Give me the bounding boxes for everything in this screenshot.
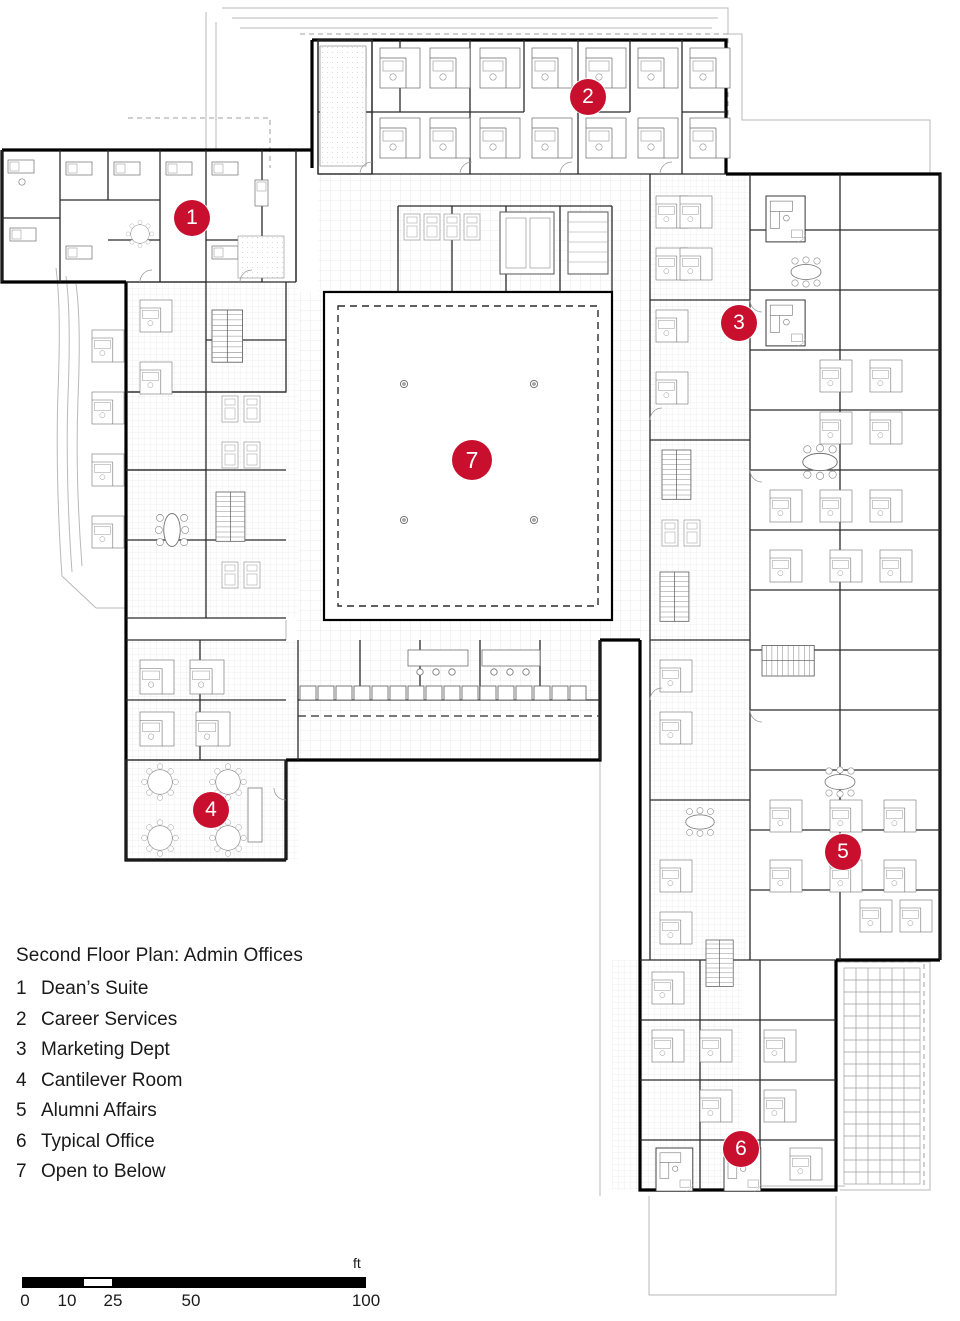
scale-seg-50-100 bbox=[190, 1277, 366, 1288]
legend-number: 7 bbox=[16, 1161, 27, 1182]
marker-4-cantilever-room[interactable] bbox=[193, 792, 229, 828]
scale-bar bbox=[18, 1255, 398, 1315]
marker-4-label: 4 bbox=[205, 798, 217, 821]
legend-number: 3 bbox=[16, 1039, 27, 1060]
legend-label: Alumni Affairs bbox=[41, 1100, 157, 1121]
legend-number: 6 bbox=[16, 1130, 27, 1152]
legend-item-1 bbox=[16, 974, 396, 1005]
marker-2-label: 2 bbox=[582, 85, 594, 108]
marker-1-label: 1 bbox=[186, 206, 198, 229]
marker-3-label: 3 bbox=[733, 311, 745, 334]
marker-2-career-services[interactable] bbox=[570, 79, 606, 115]
page-title: Second Floor Plan: Admin Offices bbox=[16, 945, 303, 966]
scale-tick-10: 10 bbox=[57, 1291, 77, 1310]
marker-6-label: 6 bbox=[735, 1137, 747, 1160]
scale-bar-graphic bbox=[22, 1277, 370, 1288]
legend-label: Cantilever Room bbox=[41, 1069, 183, 1091]
scale-tick-50: 50 bbox=[181, 1291, 201, 1310]
legend-item-6 bbox=[16, 1127, 396, 1158]
legend-label: Marketing Dept bbox=[41, 1039, 170, 1060]
marker-5-alumni-affairs[interactable] bbox=[825, 834, 861, 870]
furniture-deans-suite bbox=[8, 160, 284, 278]
scale-seg-0-10 bbox=[22, 1277, 84, 1288]
legend-label: Typical Office bbox=[41, 1130, 155, 1152]
legend-label: Open to Below bbox=[41, 1161, 166, 1182]
legend-item-7 bbox=[16, 1157, 396, 1188]
scale-tick-25: 25 bbox=[103, 1291, 123, 1310]
scale-ticks bbox=[18, 1291, 381, 1313]
marker-7-open-to-below[interactable] bbox=[452, 440, 492, 480]
legend-label: Dean’s Suite bbox=[41, 978, 149, 999]
scale-unit-label: ft bbox=[353, 1255, 361, 1271]
legend-item-5 bbox=[16, 1096, 396, 1127]
legend bbox=[16, 945, 396, 1188]
scale-tick-100: 100 bbox=[351, 1291, 381, 1310]
marker-3-marketing-dept[interactable] bbox=[721, 305, 757, 341]
legend-number: 4 bbox=[16, 1069, 27, 1091]
legend-item-4 bbox=[16, 1066, 396, 1097]
legend-number: 5 bbox=[16, 1100, 27, 1121]
legend-item-2 bbox=[16, 1005, 396, 1036]
scale-seg-25-50 bbox=[112, 1277, 190, 1288]
marker-5-label: 5 bbox=[837, 840, 849, 863]
scale-tick-0: 0 bbox=[20, 1291, 30, 1310]
scale-seg-10-25 bbox=[84, 1277, 112, 1288]
legend-label: Career Services bbox=[41, 1008, 178, 1030]
marker-1-deans-suite[interactable] bbox=[174, 200, 210, 236]
furniture-north-wing bbox=[320, 46, 730, 166]
marker-6-typical-office[interactable] bbox=[723, 1131, 759, 1167]
legend-number: 2 bbox=[16, 1008, 27, 1030]
legend-item-3 bbox=[16, 1035, 396, 1066]
legend-number: 1 bbox=[16, 978, 27, 999]
marker-7-label: 7 bbox=[465, 447, 479, 473]
